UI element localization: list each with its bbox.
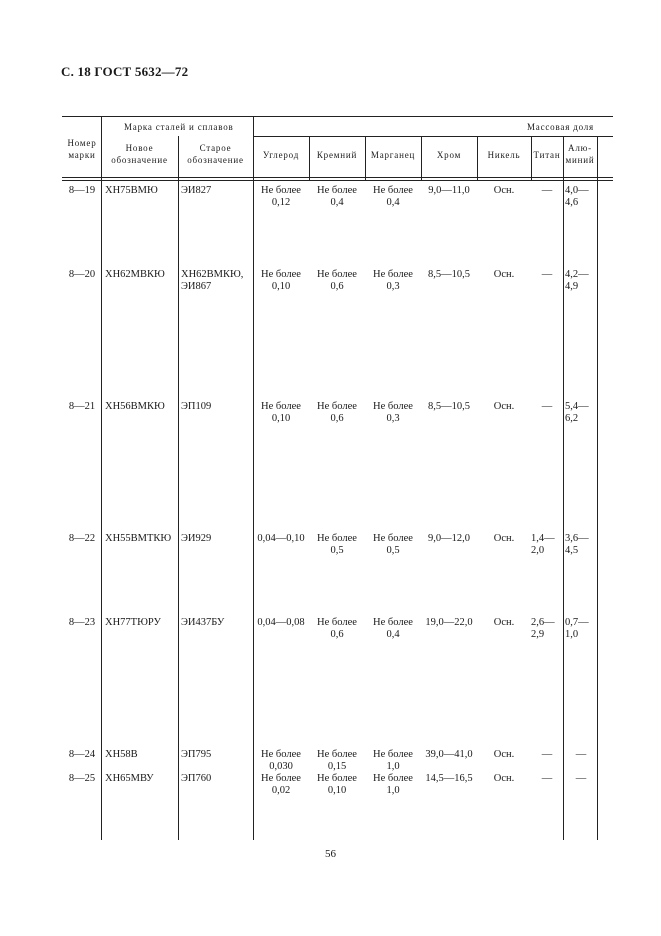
old-designation: ХН62ВМКЮ, ЭИ867: [181, 269, 244, 292]
old-designation: ЭИ929: [181, 533, 212, 544]
chromium-value: 9,0—11,0: [428, 185, 470, 196]
header-old-designation: Старое обозначение: [187, 143, 244, 165]
silicon-value: Не более 0,6: [317, 617, 357, 640]
titanium-value: 2,6— 2,9: [531, 617, 555, 640]
header-carbon: Углерод: [262, 150, 300, 160]
new-designation: ХН77ТЮРУ: [105, 617, 161, 628]
table-top-rule: [62, 116, 613, 117]
column-divider-aluminum: [597, 136, 598, 840]
column-divider-new: [178, 136, 179, 840]
nickel-value: Осн.: [493, 269, 515, 280]
header-mass-fraction: Массовая доля: [527, 122, 594, 132]
header-manganese: Марганец: [370, 150, 416, 160]
carbon-value: 0,04—0,10: [257, 533, 305, 544]
manganese-value: Не более 0,4: [373, 617, 413, 640]
silicon-value: Не более 0,6: [317, 269, 357, 292]
silicon-value: Не более 0,10: [317, 773, 357, 796]
old-designation: ЭП760: [181, 773, 212, 784]
manganese-value: Не более 0,3: [373, 401, 413, 424]
row-number: 8—24: [68, 749, 96, 760]
chromium-value: 8,5—10,5: [428, 269, 470, 280]
row-number: 8—20: [68, 269, 96, 280]
carbon-value: Не более 0,02: [261, 773, 301, 796]
column-divider-titanium: [563, 136, 564, 840]
titanium-value: —: [541, 185, 553, 196]
row-number: 8—25: [68, 773, 96, 784]
carbon-value: Не более 0,12: [261, 185, 301, 208]
carbon-value: 0,04—0,08: [257, 617, 305, 628]
header-titanium: Титан: [533, 150, 561, 160]
aluminum-value: —: [575, 749, 587, 760]
column-divider-number: [101, 116, 102, 840]
column-divider-old: [253, 116, 254, 840]
new-designation: ХН55ВМТКЮ: [105, 533, 172, 544]
row-number: 8—19: [68, 185, 96, 196]
chromium-value: 39,0—41,0: [425, 749, 473, 760]
old-designation: ЭИ437БУ: [181, 617, 225, 628]
aluminum-value: 0,7— 1,0: [565, 617, 589, 640]
header-bottom-rule-2: [62, 180, 613, 181]
row-number: 8—23: [68, 617, 96, 628]
subheader-rule: [253, 136, 613, 137]
new-designation: ХН75ВМЮ: [105, 185, 158, 196]
header-grade-group: Марка сталей и сплавов: [124, 122, 234, 132]
titanium-value: —: [541, 401, 553, 412]
header-aluminum: Алю- миний: [565, 143, 595, 165]
silicon-value: Не более 0,15: [317, 749, 357, 772]
row-number: 8—21: [68, 401, 96, 412]
chromium-value: 14,5—16,5: [425, 773, 473, 784]
aluminum-value: —: [575, 773, 587, 784]
nickel-value: Осн.: [493, 617, 515, 628]
titanium-value: —: [541, 773, 553, 784]
titanium-value: 1,4— 2,0: [531, 533, 555, 556]
nickel-value: Осн.: [493, 401, 515, 412]
manganese-value: Не более 0,3: [373, 269, 413, 292]
header-nickel: Никель: [487, 150, 521, 160]
titanium-value: —: [541, 269, 553, 280]
page-number: 56: [325, 848, 336, 860]
new-designation: ХН56ВМКЮ: [105, 401, 165, 412]
carbon-value: Не более 0,10: [261, 401, 301, 424]
header-new-designation: Новое обозначение: [111, 143, 168, 165]
chromium-value: 9,0—12,0: [428, 533, 470, 544]
old-designation: ЭИ827: [181, 185, 212, 196]
row-number: 8—22: [68, 533, 96, 544]
new-designation: ХН65МВУ: [105, 773, 154, 784]
manganese-value: Не более 1,0: [373, 749, 413, 772]
page-header: С. 18 ГОСТ 5632—72: [61, 64, 189, 79]
new-designation: ХН62МВКЮ: [105, 269, 165, 280]
aluminum-value: 4,2— 4,9: [565, 269, 589, 292]
nickel-value: Осн.: [493, 773, 515, 784]
nickel-value: Осн.: [493, 185, 515, 196]
chromium-value: 8,5—10,5: [428, 401, 470, 412]
chromium-value: 19,0—22,0: [425, 617, 473, 628]
new-designation: ХН58В: [105, 749, 138, 760]
aluminum-value: 4,0— 4,6: [565, 185, 589, 208]
silicon-value: Не более 0,4: [317, 185, 357, 208]
header-number: Номер марки: [67, 138, 97, 160]
carbon-value: Не более 0,030: [261, 749, 301, 772]
aluminum-value: 5,4— 6,2: [565, 401, 589, 424]
header-chromium: Хром: [436, 150, 462, 160]
header-silicon: Кремний: [316, 150, 358, 160]
manganese-value: Не более 1,0: [373, 773, 413, 796]
manganese-value: Не более 0,5: [373, 533, 413, 556]
carbon-value: Не более 0,10: [261, 269, 301, 292]
titanium-value: —: [541, 749, 553, 760]
aluminum-value: 3,6— 4,5: [565, 533, 589, 556]
silicon-value: Не более 0,5: [317, 533, 357, 556]
nickel-value: Осн.: [493, 749, 515, 760]
old-designation: ЭП109: [181, 401, 212, 412]
silicon-value: Не более 0,6: [317, 401, 357, 424]
nickel-value: Осн.: [493, 533, 515, 544]
old-designation: ЭП795: [181, 749, 212, 760]
manganese-value: Не более 0,4: [373, 185, 413, 208]
